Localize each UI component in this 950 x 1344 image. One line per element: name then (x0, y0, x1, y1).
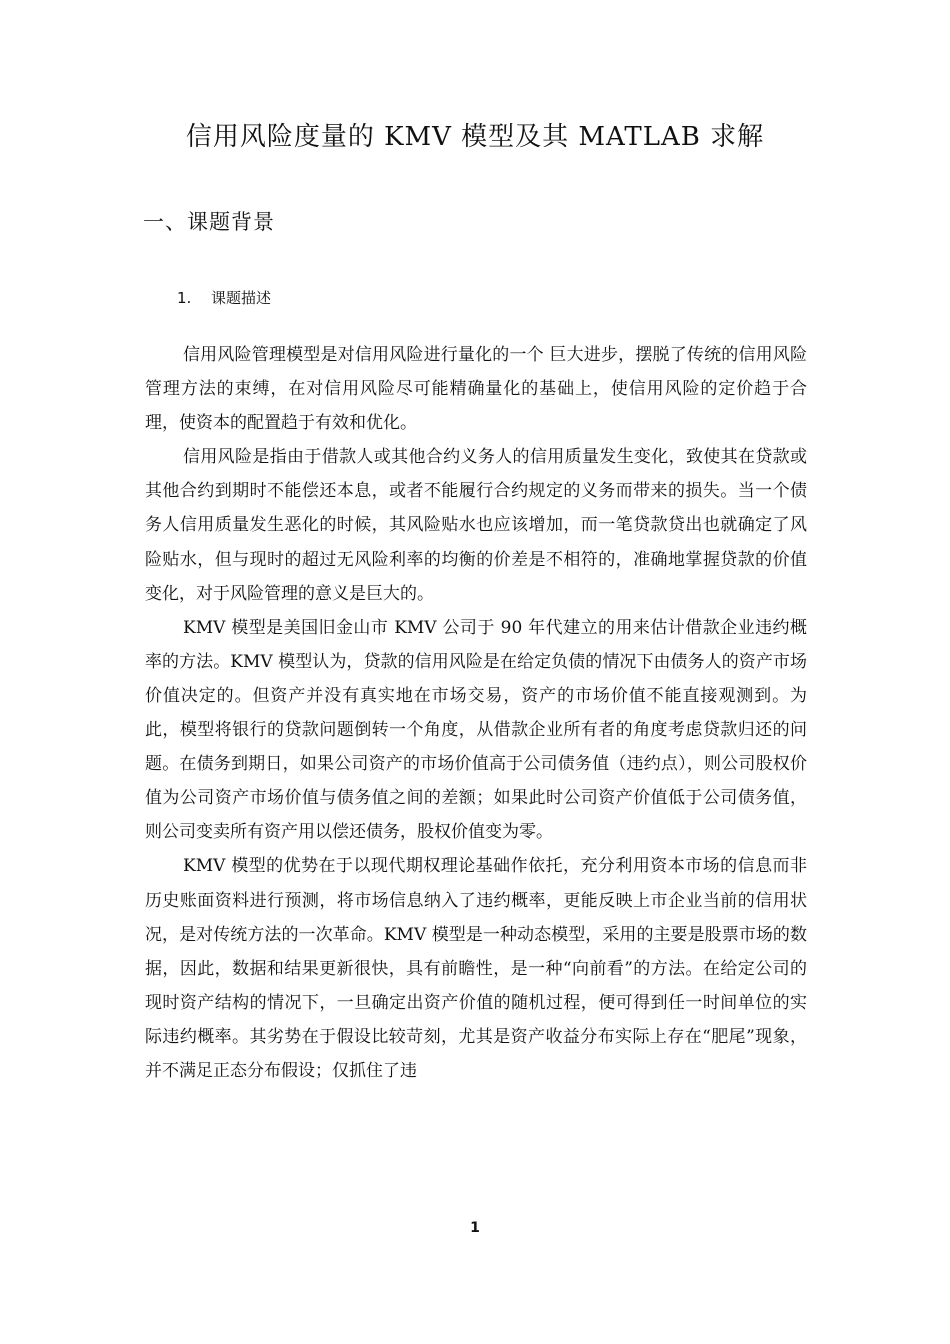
paragraph-2: 信用风险是指由于借款人或其他合约义务人的信用质量发生变化，致使其在贷款或其他合约到期时不能偿还本息，或者不能履行合约规定的义务而带来的损失。当一个债务人信用质量发生恶化的时候，其风险贴水也应该增加，而一笔贷款贷出也就确定了风险贴水，但与现时的超过无风险利率的均衡的价差是不相符的，准确地掌握贷款的价值变化，对于风险管理的意义是巨大的。 (145, 447, 807, 604)
body-text (145, 338, 807, 1088)
paragraph-3: KMV 模型是美国旧金山市 KMV 公司于 90 年代建立的用来估计借款企业违约概率的方法。KMV 模型认为，贷款的信用风险是在给定负债的情况下由债务人的资产市场价值决定的。但资产并没有真实地在市场交易，资产的市场价值不能直接观测到。为此，模型将银行的贷款问题倒转一个角度，从借款企业所有者的角度考虑贷款归还的问题。在债务到期日，如果公司资产的市场价值高于公司债务值（违约点），则公司股权价值为公司资产市场价值与债务值之间的差额；如果此时公司资产价值低于公司债务值，则公司变卖所有资产用以偿还债务，股权价值变为零。 (145, 617, 807, 843)
document-title: 信用风险度量的 KMV 模型及其 MATLAB 求解 (185, 122, 765, 152)
subsection-heading (177, 286, 271, 310)
paragraph-4: KMV 模型的优势在于以现代期权理论基础作依托，充分利用资本市场的信息而非历史账面资料进行预测，将市场信息纳入了违约概率，更能反映上市企业当前的信用状况，是对传统方法的一次革命。KMV 模型是一种动态模型，采用的主要是股票市场的数据，因此，数据和结果更新很快，具有前瞻性，是一种“向前看”的方法。在给定公司的现时资产结构的情况下，一旦确定出资产价值的随机过程，便可得到任一时间单位的实际违约概率。其劣势在于假设比较苛刻，尤其是资产收益分布实际上存在“肥尾”现象，并不满足正态分布假设；仅抓住了违 (145, 856, 807, 1081)
section-heading: 一、课题背景 (143, 210, 275, 234)
page-number: 1 (470, 1220, 480, 1236)
subsection-number: 1. (177, 289, 192, 307)
paragraph-1: 信用风险管理模型是对信用风险进行量化的一个 巨大进步，摆脱了传统的信用风险管理方法的束缚，在对信用风险尽可能精确量化的基础上，使信用风险的定价趋于合理，使资本的配置趋于有效和优化。 (145, 345, 807, 434)
subsection-title: 课题描述 (211, 289, 272, 307)
